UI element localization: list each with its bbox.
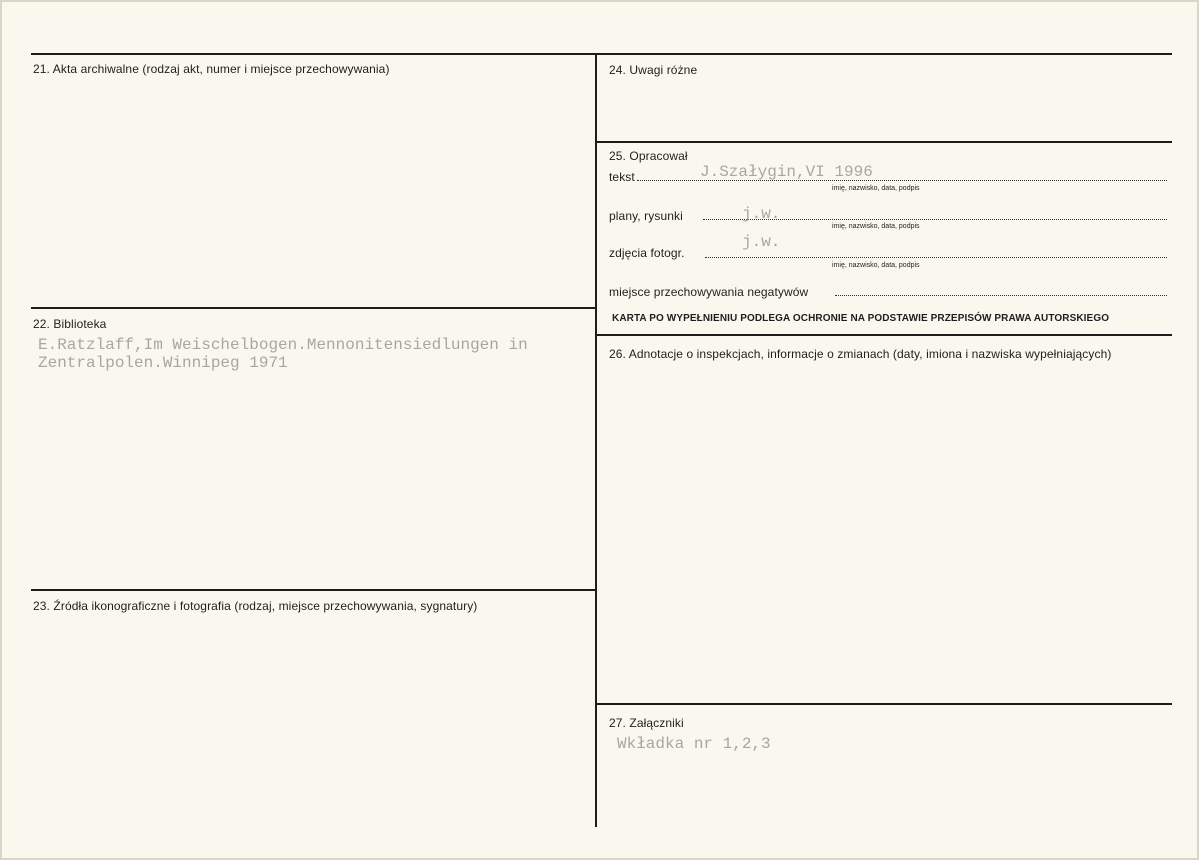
rule-22 xyxy=(31,307,597,309)
section-27-label: 27. Załączniki xyxy=(609,716,684,730)
library-entry-line-2: Zentralpolen.Winnipeg 1971 xyxy=(38,354,288,372)
negatives-location-label: miejsce przechowywania negatywów xyxy=(609,285,809,299)
section-22-label: 22. Biblioteka xyxy=(33,317,107,331)
plany-label: plany, rysunki xyxy=(609,209,683,223)
tekst-hint: imię, nazwisko, data, podpis xyxy=(832,185,920,192)
attachments-value: Wkładka nr 1,2,3 xyxy=(617,735,771,753)
zdjecia-value: j.w. xyxy=(742,233,781,251)
rule-25 xyxy=(597,141,1172,143)
section-24-label: 24. Uwagi różne xyxy=(609,63,698,77)
negatives-dotted-line xyxy=(835,295,1167,296)
section-26-label: 26. Adnotacje o inspekcjach, informacje o zmianach (daty, imiona i nazwiska wypełniających) xyxy=(609,347,1112,361)
zdjecia-label: zdjęcia fotogr. xyxy=(609,246,685,260)
section-21-label: 21. Akta archiwalne (rodzaj akt, numer i miejsce przechowywania) xyxy=(33,62,390,76)
top-rule xyxy=(31,53,1172,55)
rule-notice xyxy=(597,334,1172,336)
plany-hint: imię, nazwisko, data, podpis xyxy=(832,223,920,230)
zdjecia-dotted-line xyxy=(705,257,1167,258)
center-divider xyxy=(595,53,597,827)
tekst-label: tekst xyxy=(609,170,635,184)
rule-23 xyxy=(31,589,597,591)
rule-27 xyxy=(597,703,1172,705)
section-23-label: 23. Źródła ikonograficzne i fotografia (rodzaj, miejsce przechowywania, sygnatury) xyxy=(33,599,478,613)
zdjecia-hint: imię, nazwisko, data, podpis xyxy=(832,262,920,269)
copyright-notice: KARTA PO WYPEŁNIENIU PODLEGA OCHRONIE NA PODSTAWIE PRZEPISÓW PRAWA AUTORSKIEGO xyxy=(612,313,1110,324)
section-25-label: 25. Opracował xyxy=(609,149,688,163)
tekst-value: J.Szałygin,VI 1996 xyxy=(700,163,873,181)
library-entry-line-1: E.Ratzlaff,Im Weischelbogen.Mennonitensiedlungen in xyxy=(38,336,528,354)
plany-value: j.w. xyxy=(742,205,781,223)
